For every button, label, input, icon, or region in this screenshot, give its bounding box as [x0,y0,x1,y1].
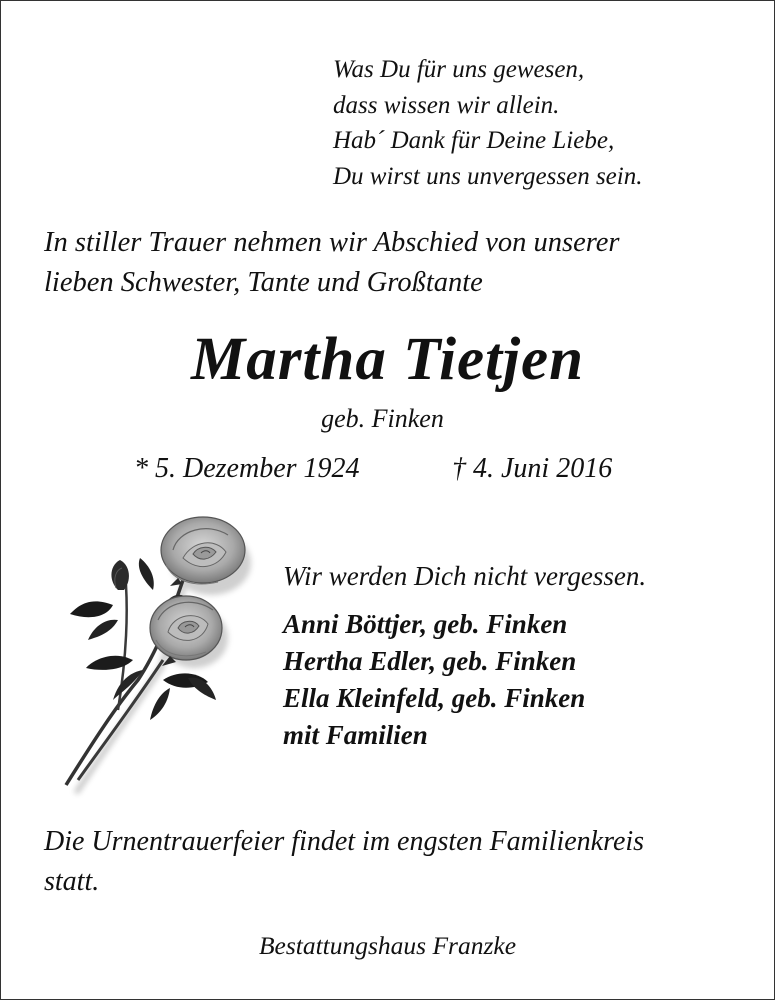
mourner-name: Hertha Edler, geb. Finken [283,646,577,676]
undertaker-name: Bestattungshaus Franzke [258,931,517,960]
poem-line: Hab´ Dank für Deine Liebe, [333,127,615,154]
funeral-note-line: statt. [44,866,100,897]
mourner-name: Anni Böttjer, geb. Finken [283,609,568,639]
intro-line: In stiller Trauer nehmen wir Abschied von unserer [44,227,620,258]
deceased-name: Martha Tietjen [190,326,585,393]
poem-line: dass wissen wir allein. [333,91,560,119]
birth-date: * 5. Dezember 1924 [134,453,360,484]
poem-line: Du wirst uns unvergessen sein. [333,162,643,190]
intro-line: lieben Schwester, Tante und Großtante [44,267,483,298]
mourner-name: Ella Kleinfeld, geb. Finken [283,683,586,713]
closing-phrase: Wir werden Dich nicht vergessen. [283,561,647,591]
mourner-families: mit Familien [283,720,428,750]
poem [333,52,642,194]
death-date: † 4. Juni 2016 [452,453,613,484]
funeral-note-line: Die Urnentrauerfeier findet im engsten Familienkreis [44,826,645,857]
funeral-note [44,822,644,902]
maiden-name: geb. Finken [321,404,444,433]
mourners-list [283,606,585,754]
poem-line: Was Du für uns gewesen, [333,56,585,83]
intro-text [44,223,620,303]
roses-icon [58,510,258,800]
